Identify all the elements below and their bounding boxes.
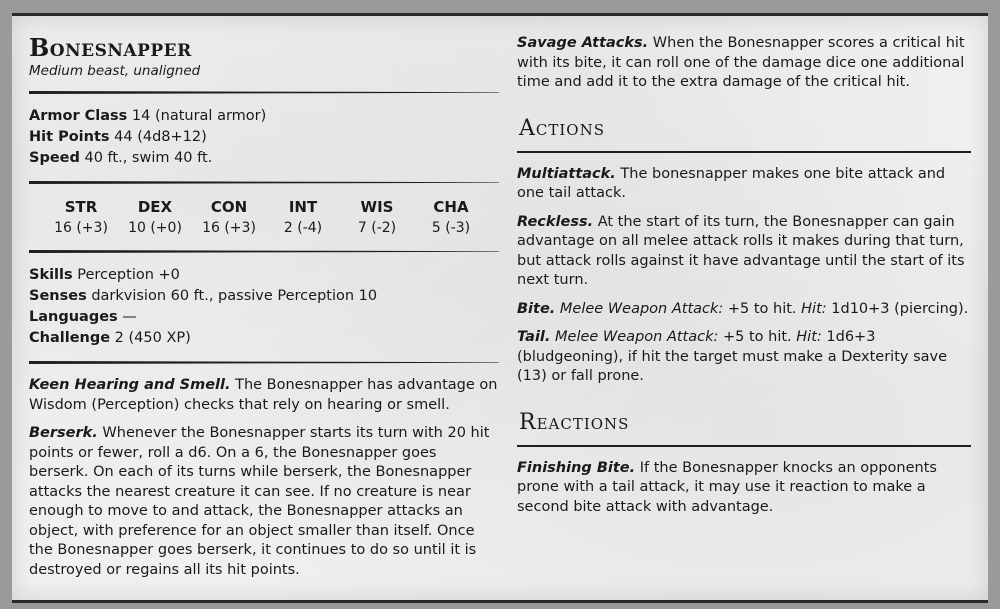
left-column xyxy=(29,28,499,589)
divider xyxy=(29,181,499,184)
ability-wis: WIS 7 (-2) xyxy=(357,198,397,236)
creature-meta: Medium beast, unaligned xyxy=(29,63,201,79)
ability-dex: DEX 10 (+0) xyxy=(128,198,182,236)
divider xyxy=(517,151,971,153)
action-tail: Tail. Melee Weapon Attack: +5 to hit. Hit: 1d6+3 (bludgeoning), if hit the target must make a Dexterity save (13) or fall prone. xyxy=(517,329,948,384)
ability-int: INT 2 (-4) xyxy=(283,198,323,236)
divider xyxy=(29,91,499,94)
divider xyxy=(29,361,499,364)
ability-scores xyxy=(29,196,499,238)
actions-heading: Actions xyxy=(519,115,605,141)
divider xyxy=(29,250,499,253)
stat-block xyxy=(12,13,988,603)
right-column xyxy=(517,34,971,526)
ability-con: CON 16 (+3) xyxy=(202,198,256,236)
reactions-heading: Reactions xyxy=(519,409,630,435)
armor-class: Armor Class 14 (natural armor) xyxy=(29,108,267,124)
reaction-finishing-bite: Finishing Bite. If the Bonesnapper knocks an opponents prone with a tail attack, it may use it reaction to make a second bite attack with advantage. xyxy=(517,459,937,515)
senses: Senses darkvision 60 ft., passive Perception 10 xyxy=(29,288,378,304)
creature-name: Bonesnapper xyxy=(29,33,192,62)
hit-points: Hit Points 44 (4d8+12) xyxy=(29,129,207,145)
ability-cha: CHA 5 (-3) xyxy=(431,198,471,236)
ability-str: STR 16 (+3) xyxy=(54,198,108,236)
languages: Languages — xyxy=(29,309,137,325)
challenge: Challenge 2 (450 XP) xyxy=(29,330,191,346)
skills: Skills Perception +0 xyxy=(29,267,180,283)
trait-savage-attacks: Savage Attacks. When the Bonesnapper scores a critical hit with its bite, it can roll one of the damage dice one additional time and add it to the extra damage of the critical hit. xyxy=(517,35,965,90)
trait-keen-hearing: Keen Hearing and Smell. The Bonesnapper has advantage on Wisdom (Perception) checks that rely on hearing or smell. xyxy=(29,377,498,413)
divider xyxy=(517,445,971,447)
action-multiattack: Multiattack. The bonesnapper makes one bite attack and one tail attack. xyxy=(517,165,946,201)
action-reckless: Reckless. At the start of its turn, the Bonesnapper can gain advantage on all melee attack rolls it makes during that turn, but attack rolls against it have advantage until the start of its next turn. xyxy=(517,213,965,288)
trait-berserk: Berserk. Whenever the Bonesnapper starts its turn with 20 hit points or fewer, roll a d6. On a 6, the Bonesnapper goes berserk. On each of its turns while berserk, the Bonesnapper attacks the nearest creature it can see. If no creature is near enough to move to and attack, the Bonesnapper attacks an object, with preference for an object smaller than itself. Once the Bonesnapper goes berserk, it continues to do so until it is destroyed or regains all its hit points. xyxy=(29,425,490,578)
speed: Speed 40 ft., swim 40 ft. xyxy=(29,150,213,166)
action-bite: Bite. Melee Weapon Attack: +5 to hit. Hit: 1d10+3 (piercing). xyxy=(517,300,969,317)
